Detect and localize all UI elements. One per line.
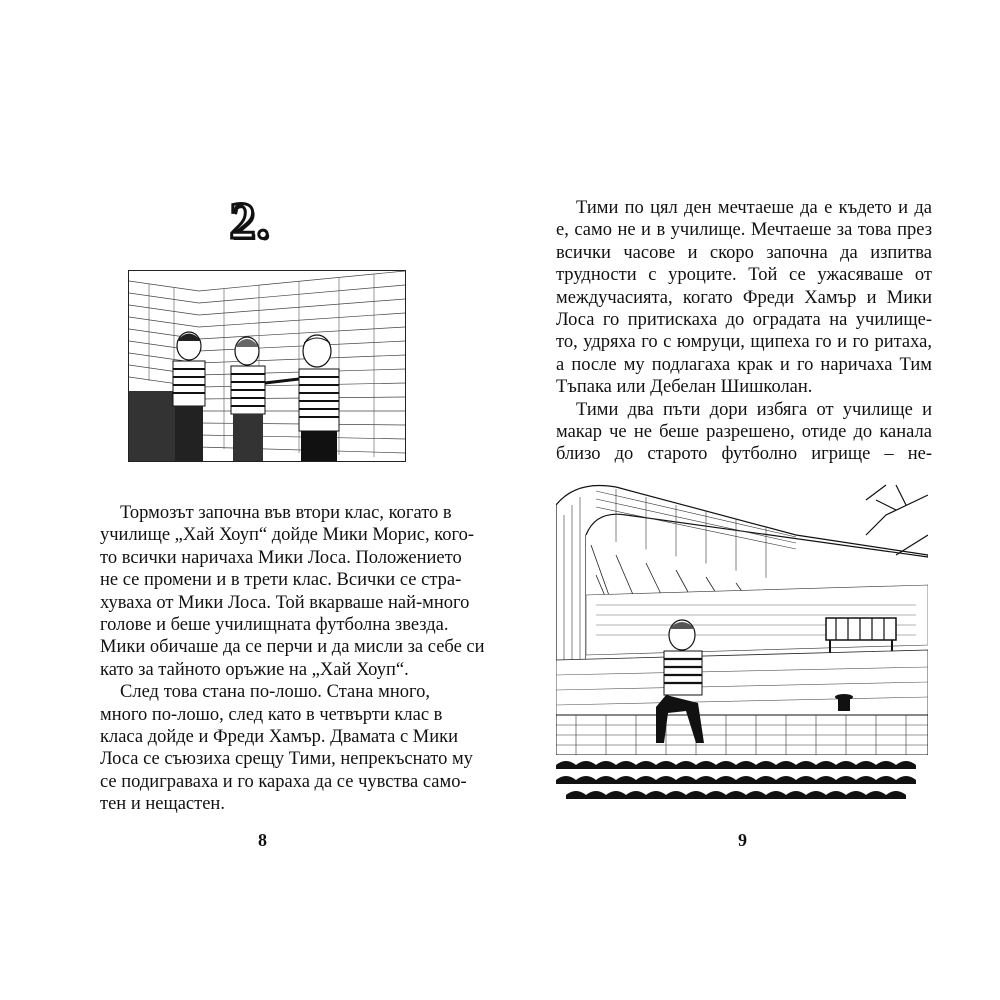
paragraph (556, 197, 932, 399)
text-line: училище „Хай Хоуп“ дойде Мики Морис, кого- (100, 525, 475, 546)
text-line: се подиграваха и го караха да се чувства само- (100, 771, 467, 792)
text-line: макар че не беше разрешено, отиде до канала (556, 422, 932, 443)
text-line: голове и беше училищната футболна звезда. (100, 615, 449, 636)
text-line: Тъпака или Дебелан Шишколан. (556, 377, 813, 398)
text-line: Тормозът започна във втори клас, когато в (120, 503, 452, 523)
text-line: Тими два пъти дори избяга от училище и (576, 399, 932, 420)
text-line: то, удряха го с юмруци, щипеха го и го ритаха, (556, 332, 932, 353)
text-line: трудности с уроците. Той се ужасяваше от (556, 265, 932, 286)
text-line: всички часове и скоро започна да изпитва (556, 242, 932, 263)
paragraph (556, 399, 932, 466)
text-line: хуваха от Мики Лоса. Той вкарваше най-много (100, 592, 470, 613)
text-line: Лоса го притискаха до оградата на училище- (556, 310, 932, 331)
text-line: Мики обичаше да се перчи и да мисли за себе си (100, 637, 485, 658)
page-number: 9 (738, 830, 747, 850)
text-line: Тими по цял ден мечтаеше да е където и да (576, 198, 932, 218)
chapter-number: 2. (229, 193, 271, 250)
text-line: е, само не и в училище. Мечтаеше за това през (556, 220, 932, 241)
text-line: междучасията, когато Фреди Хамър и Мики (556, 287, 932, 308)
text-line: не се промени и в трети клас. Всички се стра- (100, 570, 462, 591)
text-line: класа дойде и Фреди Хамър. Двамата с Мики (100, 727, 459, 748)
text-line: като за тайното оръжие на „Хай Хоуп“. (100, 659, 409, 680)
illustration-canal (556, 475, 928, 805)
text-line: тен и нещастен. (100, 794, 225, 815)
text-line: След това стана по-лошо. Стана много, (120, 682, 430, 703)
text-line: то всички наричаха Мики Лоса. Положението (100, 547, 462, 568)
text-line: Лоса се съюзиха срещу Тими, непрекъснато му (100, 749, 473, 770)
text-line: а после му подлагаха крак и го наричаха Тим (556, 354, 932, 375)
text-line: много по-лошо, след като в четвърти клас в (100, 704, 443, 725)
page-number: 8 (258, 830, 267, 850)
right-page-text (556, 197, 932, 466)
text-line: близо до старото футболно игрище – не- (556, 444, 932, 465)
